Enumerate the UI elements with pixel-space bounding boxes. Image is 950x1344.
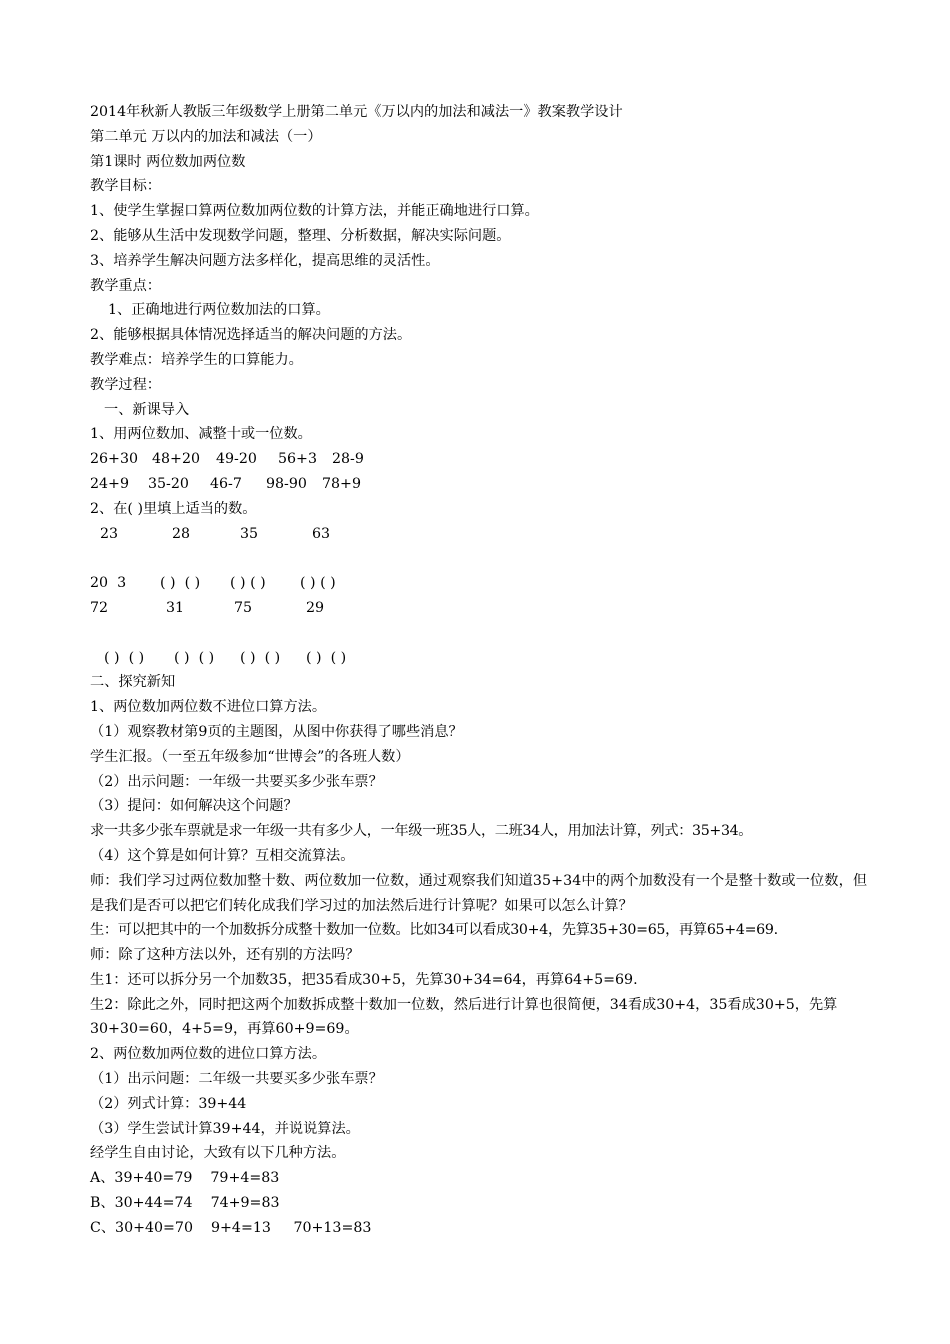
key-point-1: 1、正确地进行两位数加法的口算。 [108, 302, 330, 319]
objective-1: 1、使学生掌握口算两位数加两位数的计算方法，并能正确地进行口算。 [90, 203, 539, 220]
fill-row-2-numbers [90, 596, 870, 621]
exercise-item: 49-20 [216, 451, 257, 468]
teacher-question: 师：除了这种方法以外，还有别的方法吗？ [90, 947, 360, 964]
fill-intro: 2、在( )里填上适当的数。 [90, 500, 257, 517]
fill-blanks: ( ) ( ) [174, 649, 215, 666]
exercise-intro: 1、用两位数加、减整十或一位数。 [90, 426, 312, 443]
section-2-heading: 二、探究新知 [90, 674, 176, 691]
objective-2: 2、能够从生活中发现数学问题，整理、分析数据，解决实际问题。 [90, 227, 511, 244]
key-point-2: 2、能够根据具体情况选择适当的解决问题的方法。 [90, 327, 412, 344]
document-page [90, 100, 870, 1241]
exercise-item: 78+9 [322, 475, 361, 492]
fill-blanks: ( ) ( ) [160, 575, 201, 592]
step-2-1: （1）出示问题：二年级一共要买多少张车票？ [90, 1071, 383, 1088]
exercise-item: 48+20 [152, 451, 200, 468]
step-2: （2）出示问题：一年级一共要买多少张车票？ [90, 773, 383, 790]
step-1: （1）观察教材第9页的主题图，从图中你获得了哪些消息？ [90, 723, 463, 740]
fill-number: 72 [90, 599, 109, 616]
method-c: C、30+40=70 9+4=13 70+13=83 [90, 1219, 372, 1236]
fill-blanks: ( ) ( ) [230, 575, 266, 592]
exercise-row-1 [90, 447, 870, 472]
fill-number: 28 [172, 525, 191, 542]
method-1-heading: 1、两位数加两位数不进位口算方法。 [90, 699, 327, 716]
fill-row-1-numbers [90, 522, 870, 547]
fill-row-2-parts [90, 646, 870, 671]
method-2-heading: 2、两位数加两位数的进位口算方法。 [90, 1046, 327, 1063]
step-4: （4）这个算是如何计算？互相交流算法。 [90, 847, 355, 864]
student-report: 学生汇报。（一至五年级参加“世博会”的各班人数） [90, 748, 410, 765]
fill-blanks: ( ) ( ) [300, 575, 336, 592]
fill-blanks: ( ) ( ) [306, 649, 347, 666]
exercise-item: 98-90 [266, 475, 307, 492]
exercise-item: 26+30 [90, 451, 138, 468]
fill-parts: 20 3 [90, 575, 127, 592]
discussion-intro: 经学生自由讨论，大致有以下几种方法。 [90, 1145, 346, 1162]
objectives-heading: 教学目标： [90, 178, 161, 195]
student-answer: 生：可以把其中的一个加数拆分成整十数加一位数。比如34可以看成30+4，先算35+30=65，再算65+4=69. [90, 922, 778, 939]
fill-number: 35 [240, 525, 259, 542]
student-1-answer: 生1：还可以拆分另一个加数35，把35看成30+5，先算30+34=64，再算64+5=69. [90, 971, 638, 988]
exercise-item: 28-9 [332, 451, 364, 468]
fill-number: 29 [306, 599, 325, 616]
method-b: B、30+44=74 74+9=83 [90, 1195, 280, 1212]
process-heading: 教学过程： [90, 376, 161, 393]
document-title: 2014年秋新人教版三年级数学上册第二单元《万以内的加法和减法一》教案教学设计 [90, 104, 623, 120]
fill-blanks: ( ) ( ) [104, 649, 145, 666]
exercise-row-2 [90, 472, 870, 497]
student-2-answer: 生2：除此之外，同时把这两个加数拆成整十数加一位数，然后进行计算也很简便，34看成30+4，35看成30+5，先算30+30=60，4+5=9，再算60+9=69。 [90, 996, 838, 1038]
difficulty-line: 教学难点：培养学生的口算能力。 [90, 351, 303, 368]
fill-number: 23 [100, 525, 119, 542]
step-2-3: （3）学生尝试计算39+44，并说说算法。 [90, 1120, 360, 1137]
objective-3: 3、培养学生解决问题方法多样化，提高思维的灵活性。 [90, 252, 440, 269]
fill-number: 75 [234, 599, 253, 616]
key-points-heading: 教学重点： [90, 277, 161, 294]
fill-row-1-parts [90, 571, 870, 596]
lesson-heading: 第1课时 两位数加两位数 [90, 153, 246, 170]
section-1-heading: 一、新课导入 [104, 401, 190, 418]
fill-blanks: ( ) ( ) [240, 649, 281, 666]
teacher-prompt: 师：我们学习过两位数加整十数、两位数加一位数，通过观察我们知道35+34中的两个加数没有一个是整十数或一位数，但是我们是否可以把它们转化成我们学习过的加法然后进行计算呢？如果可以怎么计算？ [90, 872, 868, 914]
exercise-item: 46-7 [210, 475, 242, 492]
unit-heading: 第二单元 万以内的加法和减法（一） [90, 128, 322, 145]
exercise-item: 35-20 [148, 475, 189, 492]
method-a: A、39+40=79 79+4=83 [90, 1170, 280, 1187]
step-2-2: （2）列式计算：39+44 [90, 1095, 247, 1112]
step-3: （3）提问：如何解决这个问题？ [90, 798, 298, 815]
exercise-item: 24+9 [90, 475, 129, 492]
explanation-line: 求一共多少张车票就是求一年级一共有多少人，一年级一班35人，二班34人，用加法计算，列式：35+34。 [90, 823, 753, 840]
fill-number: 31 [166, 599, 185, 616]
exercise-item: 56+3 [278, 451, 317, 468]
fill-number: 63 [312, 525, 331, 542]
